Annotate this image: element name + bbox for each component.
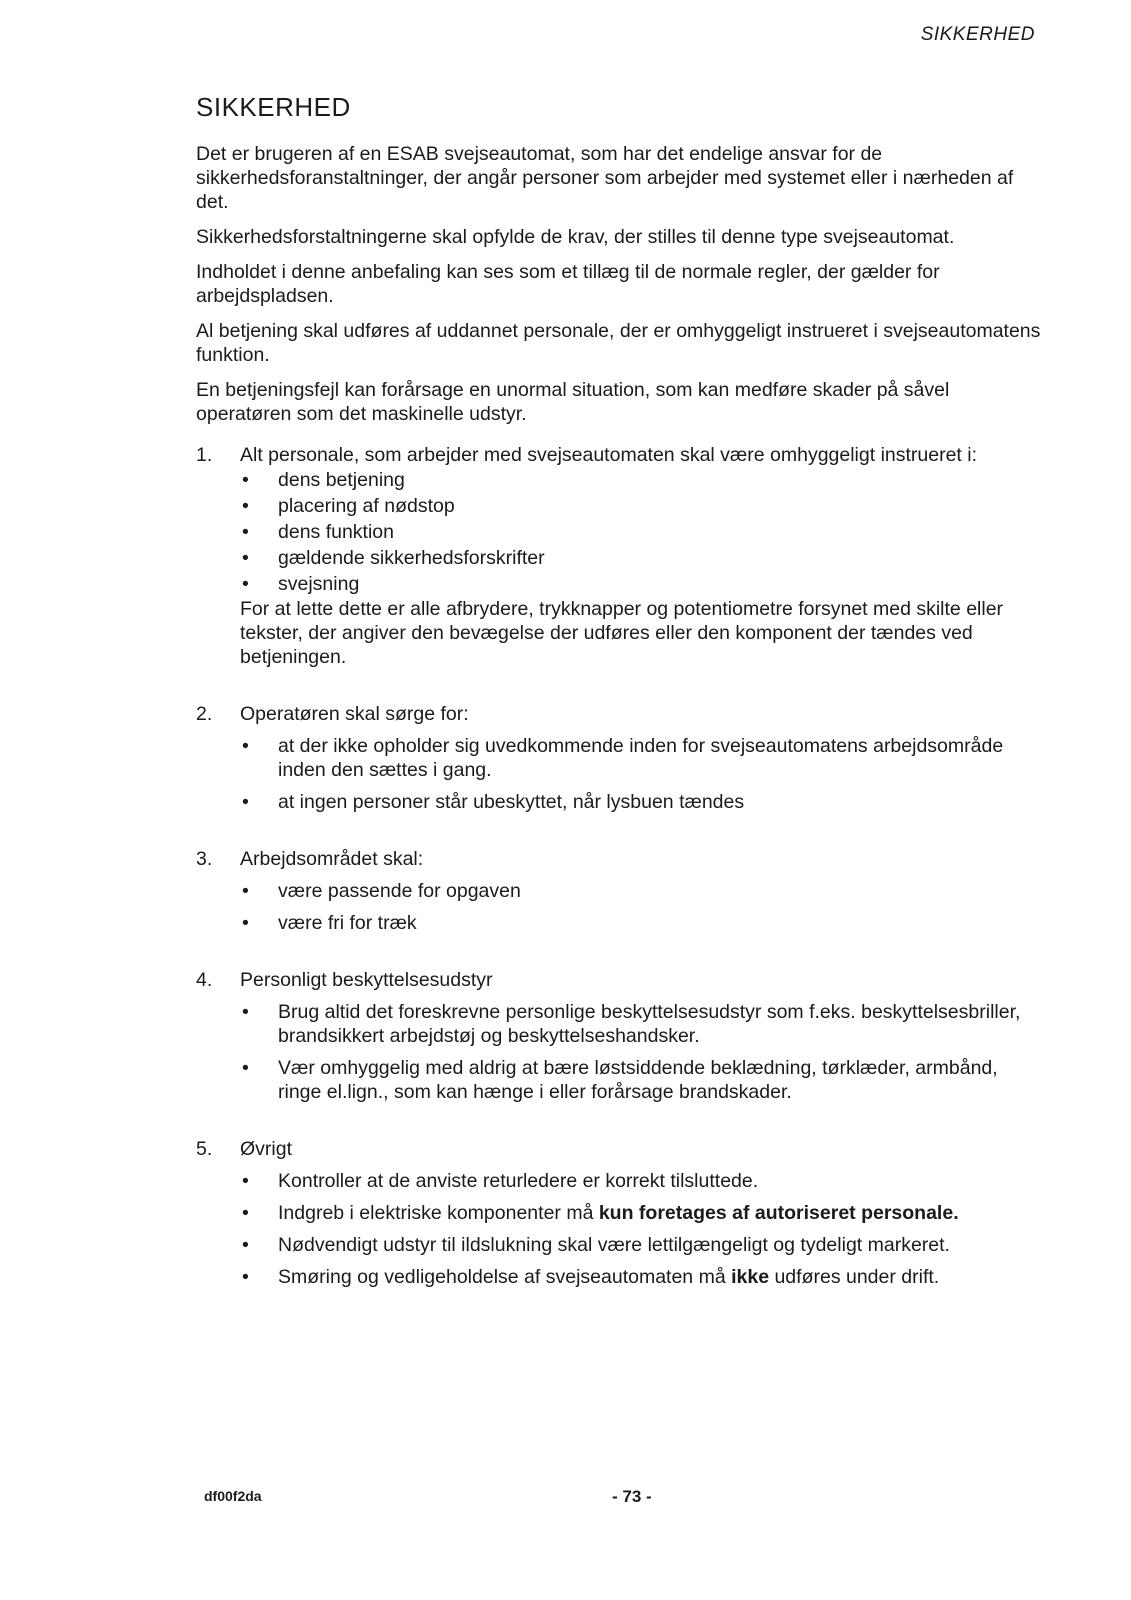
bullet-icon: • [242, 1202, 249, 1224]
numbered-list [196, 443, 1044, 1289]
list-item-text: at ingen personer står ubeskyttet, når lysbuen tændes [278, 791, 745, 813]
document-code: df00f2da [204, 1488, 262, 1504]
section-number: 2. [196, 703, 213, 725]
list-item [240, 545, 1044, 571]
bullet-icon: • [242, 1170, 249, 1192]
running-header: SIKKERHED [920, 24, 1035, 45]
section-3 [196, 847, 1044, 935]
list-item [240, 571, 1044, 597]
list-item [240, 911, 1044, 935]
list-item [240, 1265, 1044, 1289]
section-4 [196, 968, 1044, 1104]
list-item-text: Brug altid det foreskrevne personlige beskyttelsesudstyr som f.eks. beskyttelsesbriller, brandsikkert arbejdstøj og beskyttelseshandsker. [278, 1001, 1021, 1047]
list-item-text: dens betjening [278, 469, 405, 491]
section-heading: Operatøren skal sørge for: [240, 703, 469, 725]
list-item [240, 1233, 1044, 1257]
bullet-list [240, 879, 1044, 935]
bullet-icon: • [242, 1057, 249, 1079]
list-item-text: Nødvendigt udstyr til ildslukning skal være lettilgængeligt og tydeligt markeret. [278, 1234, 950, 1256]
section-note: For at lette dette er alle afbrydere, trykknapper og potentiometre forsynet med skilte eller tekster, der angiver den bevægelse der udføres eller den komponent der tændes ved betjeningen. [240, 598, 1004, 668]
list-item [240, 790, 1044, 814]
list-item [240, 1056, 1044, 1104]
bullet-icon: • [242, 912, 249, 934]
section-heading: Alt personale, som arbejder med svejseautomaten skal være omhyggeligt instrueret i: [240, 444, 978, 466]
section-5 [196, 1137, 1044, 1289]
bullet-icon: • [242, 1001, 249, 1023]
bullet-icon: • [242, 495, 249, 517]
page-number: - 73 - [612, 1487, 652, 1506]
list-item [240, 467, 1044, 493]
section-heading: Øvrigt [240, 1138, 293, 1160]
list-item [240, 734, 1044, 782]
bullet-list [240, 467, 1044, 597]
list-item [240, 1169, 1044, 1193]
intro-paragraph: Det er brugeren af en ESAB svejseautomat, som har det endelige ansvar for de sikkerhedsforanstaltninger, der angår personer som arbejder med systemet eller i nærheden af det. [196, 143, 1014, 213]
intro-paragraph: Al betjening skal udføres af uddannet personale, der er omhyggeligt instrueret i svejseautomatens funktion. [196, 320, 1041, 366]
bullet-icon: • [242, 791, 249, 813]
list-item-text: gældende sikkerhedsforskrifter [278, 547, 545, 569]
bullet-icon: • [242, 735, 249, 757]
bullet-icon: • [242, 1266, 249, 1288]
list-item-text: Indgreb i elektriske komponenter må [278, 1202, 599, 1224]
bullet-icon: • [242, 880, 249, 902]
list-item-text: at der ikke opholder sig uvedkommende inden for svejseautomatens arbejdsområde inden den sættes i gang. [278, 735, 1004, 781]
bullet-icon: • [242, 469, 249, 491]
list-item [240, 1201, 1044, 1225]
section-heading: Personligt beskyttelsesudstyr [240, 969, 493, 991]
list-item-text: svejsning [278, 573, 360, 595]
page-title: SIKKERHED [196, 92, 351, 122]
emphasis-text: ikke [731, 1266, 770, 1288]
section-heading: Arbejdsområdet skal: [240, 848, 424, 870]
bullet-list [240, 734, 1044, 814]
intro-paragraph: Sikkerhedsforstaltningerne skal opfylde de krav, der stilles til denne type svejseautomat. [196, 226, 955, 248]
intro-paragraph: Indholdet i denne anbefaling kan ses som et tillæg til de normale regler, der gælder for arbejdspladsen. [196, 261, 940, 307]
list-item [240, 493, 1044, 519]
list-item-text: dens funktion [278, 521, 395, 543]
list-item-text: være fri for træk [278, 912, 417, 934]
bullet-list [240, 1000, 1044, 1104]
list-item [240, 519, 1044, 545]
list-item [240, 1000, 1044, 1048]
bullet-icon: • [242, 1234, 249, 1256]
section-number: 5. [196, 1138, 213, 1160]
bullet-icon: • [242, 547, 249, 569]
intro-paragraph: En betjeningsfejl kan forårsage en unormal situation, som kan medføre skader på såvel operatøren som det maskinelle udstyr. [196, 379, 950, 425]
document-body [196, 142, 1044, 1322]
bullet-icon: • [242, 521, 249, 543]
list-item-text: Smøring og vedligeholdelse af svejseautomaten må [278, 1266, 732, 1288]
list-item-text: placering af nødstop [278, 495, 455, 517]
emphasis-text: kun foretages af autoriseret personale. [598, 1202, 959, 1224]
section-2 [196, 702, 1044, 814]
list-item-text: Kontroller at de anviste returledere er korrekt tilsluttede. [278, 1170, 759, 1192]
bullet-icon: • [242, 573, 249, 595]
section-number: 1. [196, 444, 213, 466]
section-1 [196, 443, 1044, 669]
bullet-list [240, 1169, 1044, 1289]
list-item-text: udføres under drift. [769, 1266, 940, 1288]
list-item-text: være passende for opgaven [278, 880, 521, 902]
section-number: 4. [196, 969, 213, 991]
section-number: 3. [196, 848, 213, 870]
list-item-text: Vær omhyggelig med aldrig at bære løstsiddende beklædning, tørklæder, armbånd, ringe el.lign., som kan hænge i eller forårsage brandskader. [278, 1057, 998, 1103]
list-item [240, 879, 1044, 903]
